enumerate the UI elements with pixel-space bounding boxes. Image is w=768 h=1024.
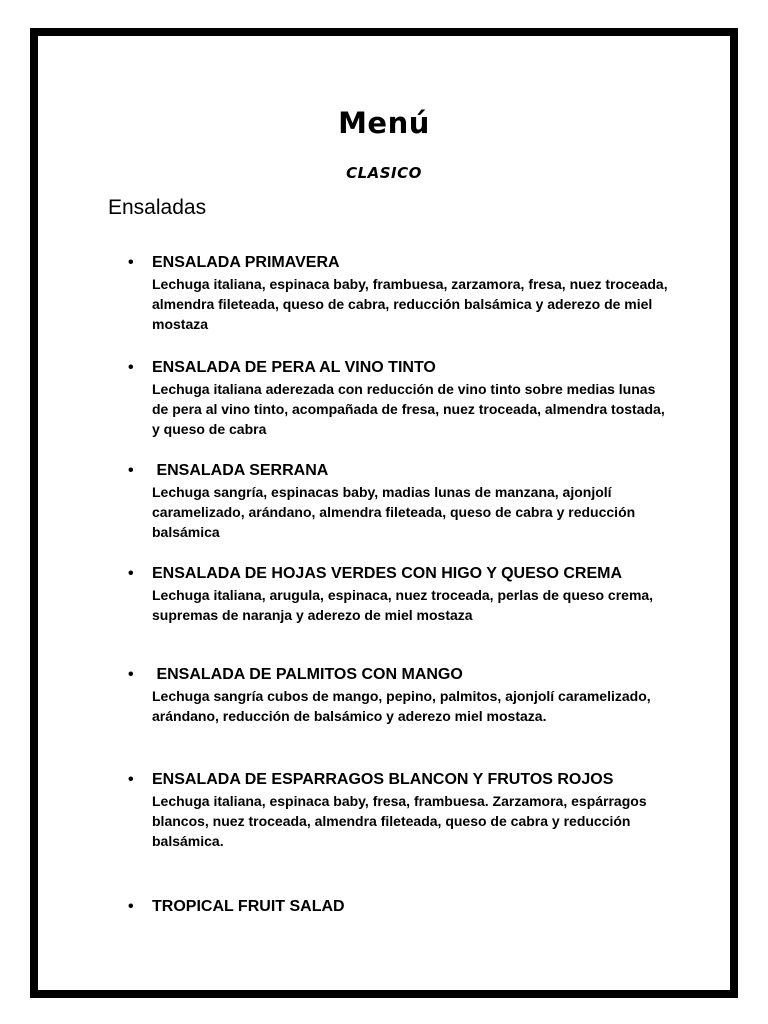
menu-item-name: ENSALADA DE PERA AL VINO TINTO [152,359,436,376]
menu-item-description: Lechuga italiana aderezada con reducción de vino tinto sobre medias lunas de pera al vino tinto, acompañada de fresa, nuez troceada, almendra tostada, y queso de cabra [152,381,665,437]
menu-item [128,664,668,726]
menu-item [128,460,668,542]
menu-subtitle: CLASICO [346,164,422,182]
menu-item [128,896,668,918]
menu-item-description: Lechuga sangría, espinacas baby, madias lunas de manzana, ajonjolí caramelizado, arándano, almendra fileteada, queso de cabra y reducción balsámica [152,484,636,540]
menu-item-name: ENSALADA DE ESPARRAGOS BLANCON Y FRUTOS ROJOS [152,771,614,788]
menu-item-name: TROPICAL FRUIT SALAD [152,898,345,915]
menu-item-name: ENSALADA PRIMAVERA [152,254,340,271]
menu-item-description: Lechuga italiana, espinaca baby, frambuesa, zarzamora, fresa, nuez troceada, almendra fileteada, queso de cabra, reducción balsámica y aderezo de miel mostaza [152,276,668,332]
bullet-icon: • [128,359,134,376]
menu-page-frame [30,28,738,998]
menu-item-description: Lechuga italiana, arugula, espinaca, nuez troceada, perlas de queso crema, supremas de naranja y aderezo de miel mostaza [152,587,654,623]
bullet-icon: • [128,666,134,683]
menu-item-description: Lechuga italiana, espinaca baby, fresa, frambuesa. Zarzamora, espárragos blancos, nuez troceada, almendra fileteada, queso de cabra y reducción balsámica. [152,793,647,849]
menu-title: Menú [338,106,430,140]
menu-item-name: ENSALADA DE PALMITOS CON MANGO [152,666,463,683]
bullet-icon: • [128,898,134,915]
menu-item [128,357,668,439]
menu-item-description: Lechuga sangría cubos de mango, pepino, palmitos, ajonjolí caramelizado, arándano, reducción de balsámico y aderezo miel mostaza. [152,688,651,724]
bullet-icon: • [128,771,134,788]
menu-item [128,563,668,625]
bullet-icon: • [128,565,134,582]
menu-item-name: ENSALADA DE HOJAS VERDES CON HIGO Y QUESO CREMA [152,565,622,582]
bullet-icon: • [128,254,134,271]
bullet-icon: • [128,462,134,479]
menu-item [128,252,668,334]
section-heading: Ensaladas [108,196,207,219]
menu-item [128,769,668,851]
menu-item-name: ENSALADA SERRANA [152,462,329,479]
